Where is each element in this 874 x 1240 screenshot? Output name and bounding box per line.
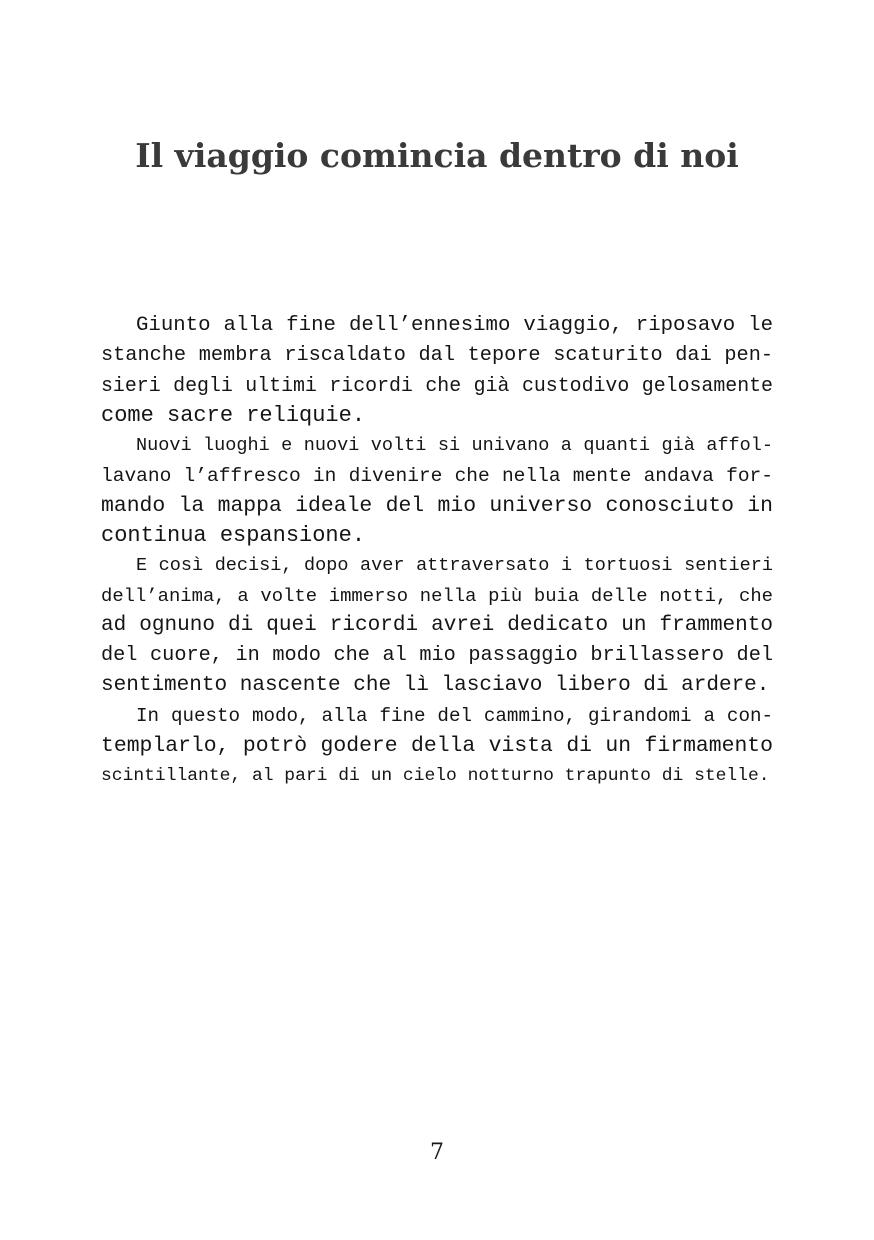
chapter-title: Il viaggio comincia dentro di noi: [135, 136, 739, 175]
paragraph-4-line-1: In questo modo, alla fine del cammino, girandomi a con-: [136, 705, 773, 727]
paragraph-3-line-2: dell’anima, a volte immerso nella più buia delle notti, che: [101, 585, 773, 607]
paragraph-1-line-2: stanche membra riscaldato dal tepore scaturito dai pen-: [101, 344, 773, 367]
paragraph-2-line-4: continua espansione.: [101, 523, 366, 548]
chapter-body: [101, 311, 773, 791]
paragraph-3-line-1: E così decisi, dopo aver attraversato i tortuosi sentieri: [136, 555, 773, 576]
paragraph-1-line-3: sieri degli ultimi ricordi che già custodivo gelosamente: [101, 374, 773, 397]
paragraph-1-line-1: Giunto alla fine dell’ennesimo viaggio, riposavo le: [136, 314, 773, 337]
paragraph-3-line-3: ad ognuno di quei ricordi avrei dedicato un frammento: [101, 614, 773, 637]
paragraph-4-line-2: templarlo, potrò godere della vista di un firmamento: [101, 734, 773, 758]
paragraph-3-line-5: sentimento nascente che lì lasciavo libero di ardere.: [101, 674, 770, 697]
paragraph-2-line-2: lavano l’affresco in divenire che nella mente andava for-: [101, 465, 773, 487]
paragraph-2-line-3: mando la mappa ideale del mio universo conosciuto in: [101, 494, 773, 518]
paragraph-1-line-4: come sacre reliquie.: [101, 403, 366, 428]
paragraph-2-line-1: Nuovi luoghi e nuovi volti si univano a quanti già affol-: [136, 435, 773, 456]
page-number: 7: [430, 1140, 444, 1165]
paragraph-3-line-4: del cuore, in modo che al mio passaggio brillassero del: [101, 644, 773, 667]
paragraph-4-line-3: scintillante, al pari di un cielo notturno trapunto di stelle.: [101, 766, 770, 786]
